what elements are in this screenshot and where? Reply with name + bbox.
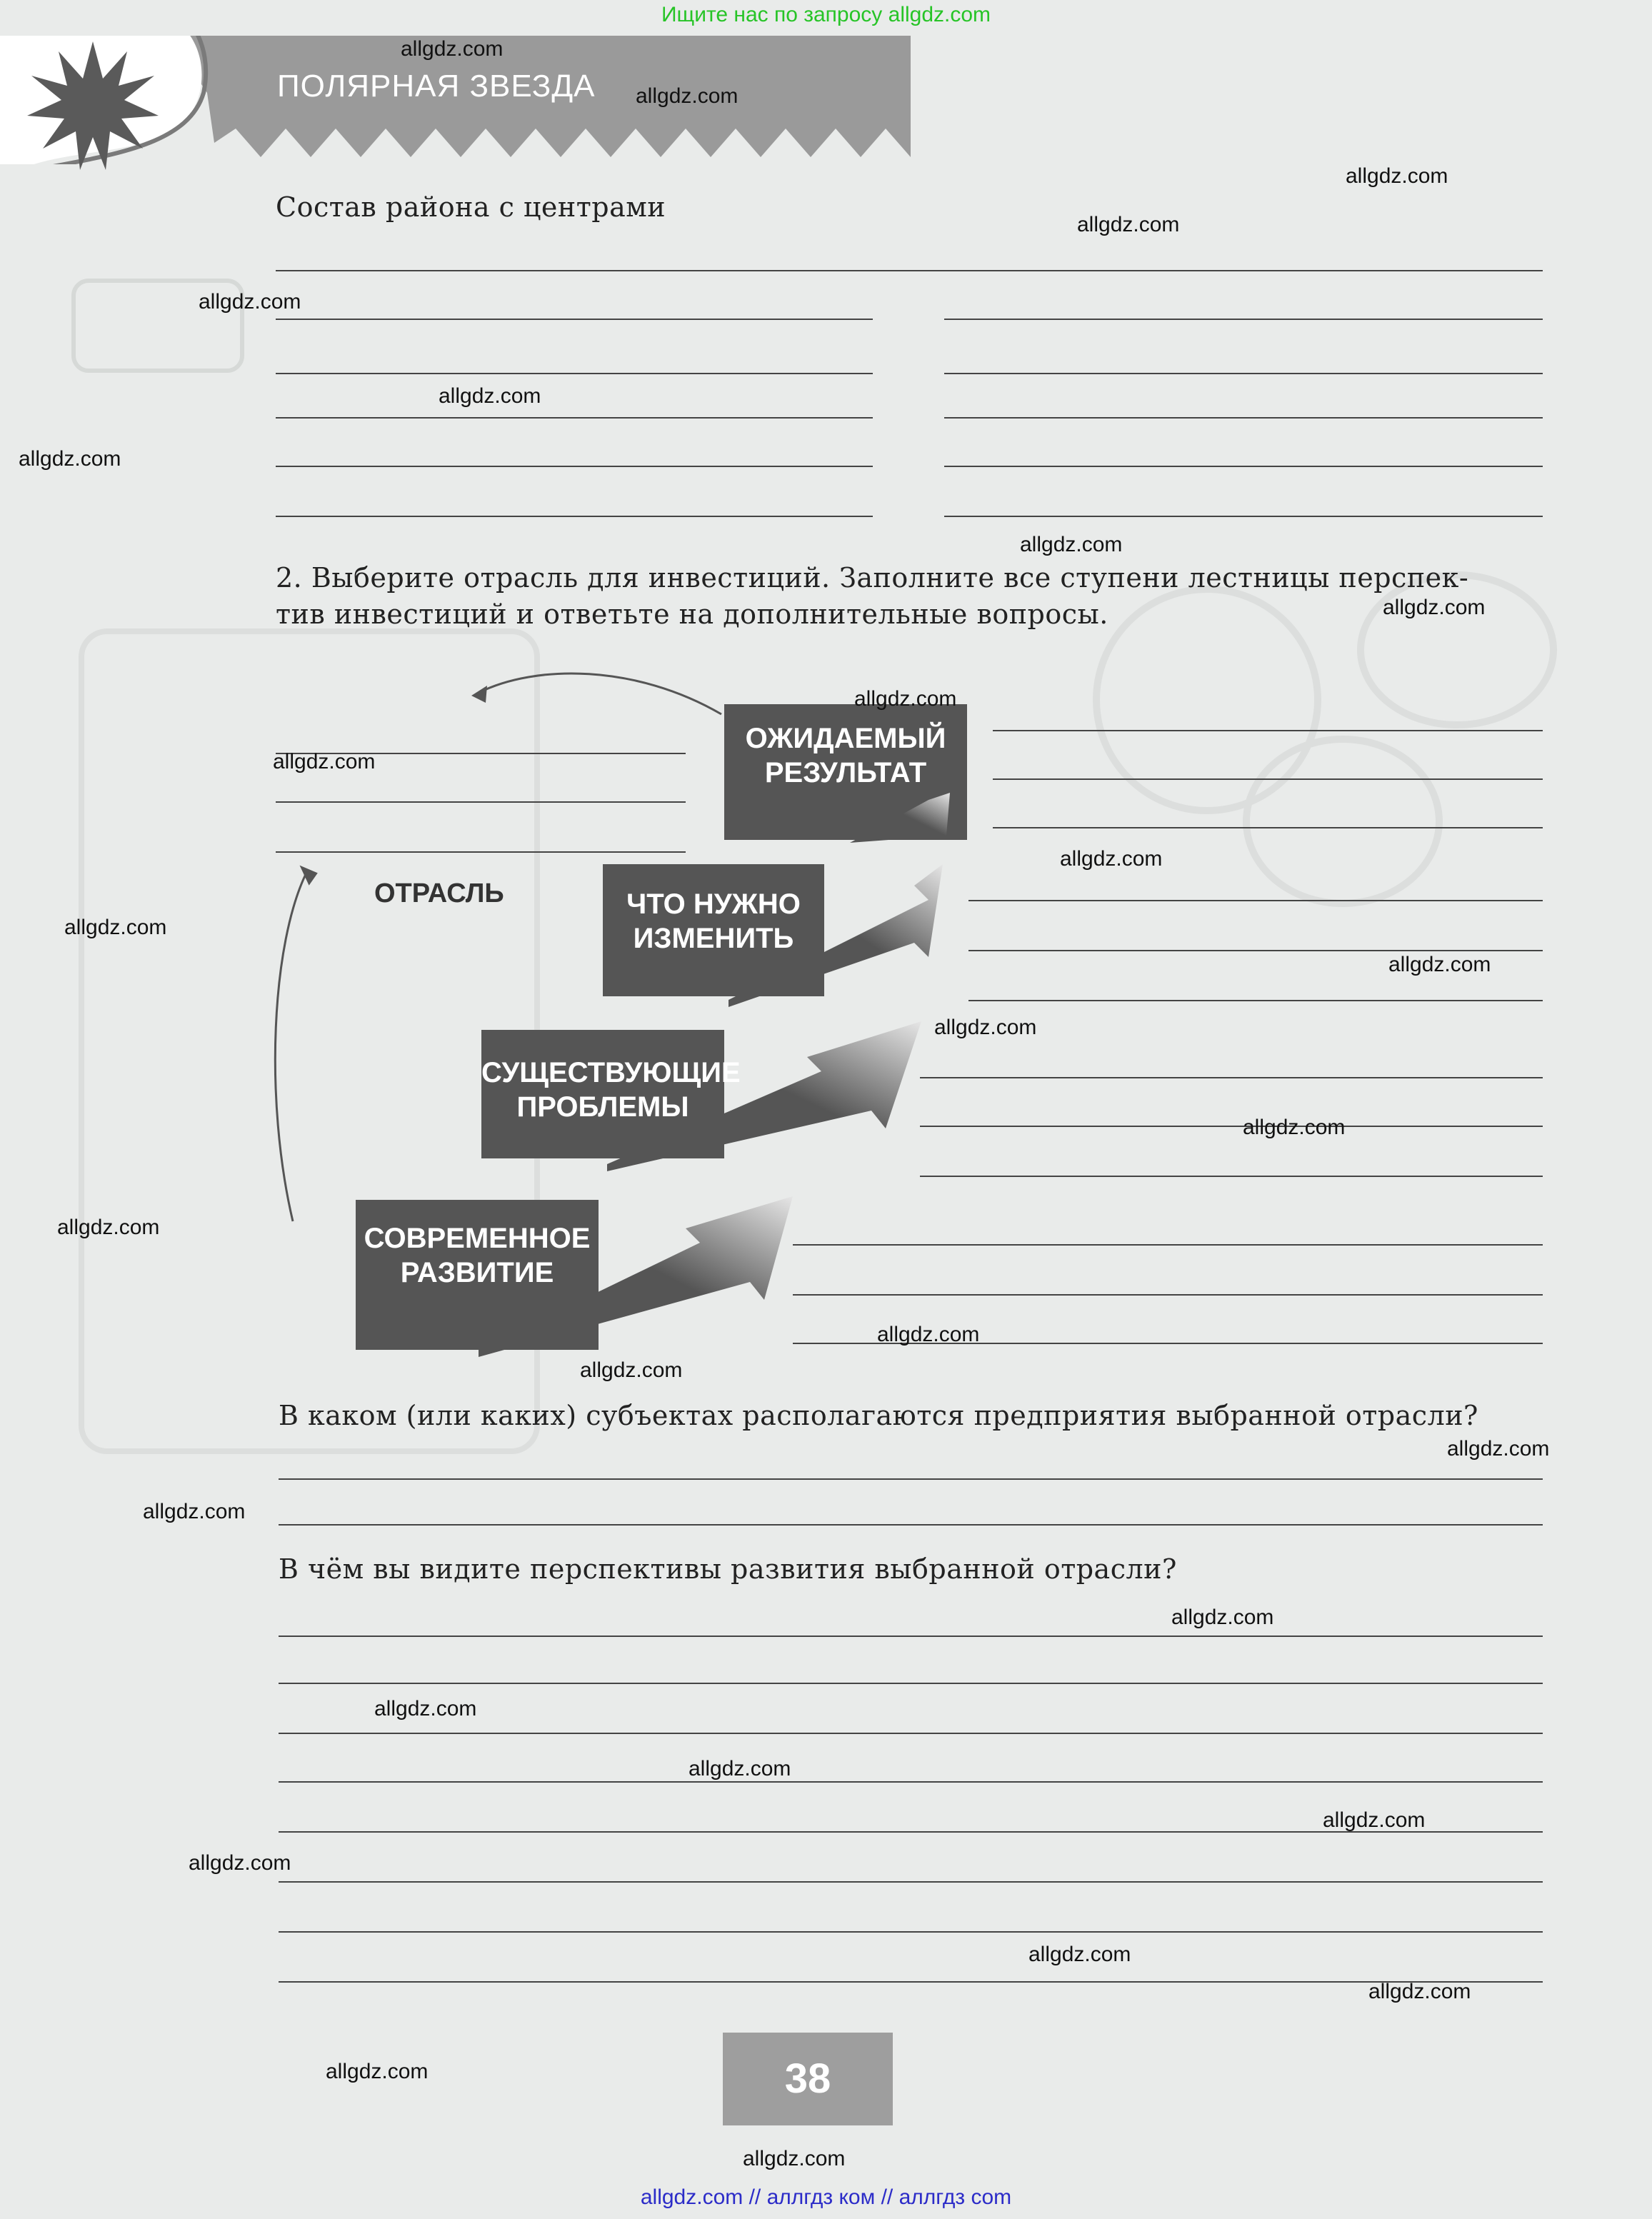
watermark: allgdz.com xyxy=(743,2147,846,2170)
watermark: allgdz.com xyxy=(326,2060,429,2083)
answer-line[interactable] xyxy=(276,417,873,419)
watermark: allgdz.com xyxy=(1447,1437,1550,1461)
answer-line[interactable] xyxy=(993,730,1543,731)
watermark: allgdz.com xyxy=(636,84,739,108)
watermark: allgdz.com xyxy=(1060,847,1163,871)
watermark: allgdz.com xyxy=(199,290,301,314)
watermark: allgdz.com xyxy=(143,1500,246,1523)
watermark: allgdz.com xyxy=(1383,596,1486,619)
star-icon xyxy=(21,36,164,179)
answer-line[interactable] xyxy=(920,1126,1543,1127)
watermark: allgdz.com xyxy=(273,750,376,773)
step-expected-result: ОЖИДАЕМЫЙ РЕЗУЛЬТАТ xyxy=(745,723,946,788)
answer-line[interactable] xyxy=(968,1000,1543,1001)
answer-line[interactable] xyxy=(944,466,1543,467)
watermark: allgdz.com xyxy=(1171,1606,1274,1629)
answer-line[interactable] xyxy=(993,827,1543,828)
watermark: allgdz.com xyxy=(580,1358,683,1382)
answer-line[interactable] xyxy=(279,1478,1543,1480)
watermark: allgdz.com xyxy=(1077,213,1180,236)
answer-line[interactable] xyxy=(944,373,1543,374)
answer-line[interactable] xyxy=(276,270,1543,271)
answer-line[interactable] xyxy=(279,1881,1543,1883)
watermark: allgdz.com xyxy=(439,384,541,408)
watermark: allgdz.com xyxy=(1028,1943,1131,1966)
watermark: allgdz.com xyxy=(877,1323,980,1346)
watermark: allgdz.com xyxy=(1243,1116,1346,1139)
watermark: allgdz.com xyxy=(1368,1980,1471,2003)
watermark: allgdz.com xyxy=(854,687,957,711)
answer-line[interactable] xyxy=(793,1294,1543,1296)
section-title: Состав района с центрами xyxy=(276,191,666,223)
step-current-development: СОВРЕМЕННОЕ РАЗВИТИЕ xyxy=(364,1223,591,1288)
answer-line[interactable] xyxy=(944,417,1543,419)
answer-line[interactable] xyxy=(279,1636,1543,1637)
answer-line[interactable] xyxy=(920,1077,1543,1078)
step-what-to-change: ЧТО НУЖНО ИЗМЕНИТЬ xyxy=(626,888,801,954)
bottom-banner[interactable]: allgdz.com // аллгдз ком // аллгдз com xyxy=(640,2185,1012,2209)
watermark: allgdz.com xyxy=(19,447,121,471)
watermark: allgdz.com xyxy=(57,1216,160,1239)
watermark: allgdz.com xyxy=(64,916,167,939)
answer-line[interactable] xyxy=(276,851,686,853)
brand-title: ПОЛЯРНАЯ ЗВЕЗДА xyxy=(277,69,596,104)
bleed-circle-3 xyxy=(1243,736,1443,907)
watermark: allgdz.com xyxy=(1388,953,1491,976)
watermark: allgdz.com xyxy=(934,1016,1037,1039)
step-existing-problems: СУЩЕСТВУЮЩИЕ ПРОБЛЕМЫ xyxy=(481,1057,741,1123)
answer-line[interactable] xyxy=(944,319,1543,320)
answer-line[interactable] xyxy=(276,373,873,374)
question-prospects: В чём вы видите перспективы развития выбранной отрасли? xyxy=(279,1553,1177,1585)
watermark: allgdz.com xyxy=(1323,1808,1426,1832)
answer-line[interactable] xyxy=(279,1524,1543,1526)
answer-line[interactable] xyxy=(944,516,1543,517)
page-number: 38 xyxy=(723,2033,893,2125)
branch-label: ОТРАСЛЬ xyxy=(374,878,504,908)
bleed-circle-2 xyxy=(1357,571,1557,728)
answer-line[interactable] xyxy=(279,1781,1543,1783)
watermark: allgdz.com xyxy=(689,1757,791,1780)
answer-line[interactable] xyxy=(279,1683,1543,1684)
watermark: allgdz.com xyxy=(374,1697,477,1720)
answer-line[interactable] xyxy=(276,466,873,467)
answer-line[interactable] xyxy=(920,1176,1543,1177)
watermark: allgdz.com xyxy=(401,37,504,61)
answer-line[interactable] xyxy=(276,801,686,803)
answer-line[interactable] xyxy=(279,1981,1543,1983)
answer-line[interactable] xyxy=(968,900,1543,901)
top-banner[interactable]: Ищите нас по запросу allgdz.com xyxy=(661,3,991,26)
watermark: allgdz.com xyxy=(1346,164,1448,188)
question-subjects: В каком (или каких) субъектах располагаются предприятия выбранной отрасли? xyxy=(279,1400,1478,1431)
answer-line[interactable] xyxy=(793,1244,1543,1246)
watermark: allgdz.com xyxy=(189,1851,291,1875)
watermark: allgdz.com xyxy=(1020,533,1123,556)
answer-line[interactable] xyxy=(279,1733,1543,1734)
answer-line[interactable] xyxy=(279,1931,1543,1933)
answer-line[interactable] xyxy=(993,778,1543,780)
task2-text-line2: тив инвестиций и ответьте на дополнительные вопросы. xyxy=(276,598,1108,630)
answer-line[interactable] xyxy=(276,516,873,517)
answer-line[interactable] xyxy=(968,950,1543,951)
task2-text-line1: 2. Выберите отрасль для инвестиций. Заполните все ступени лестницы перспек- xyxy=(276,562,1469,593)
answer-line[interactable] xyxy=(276,319,873,320)
